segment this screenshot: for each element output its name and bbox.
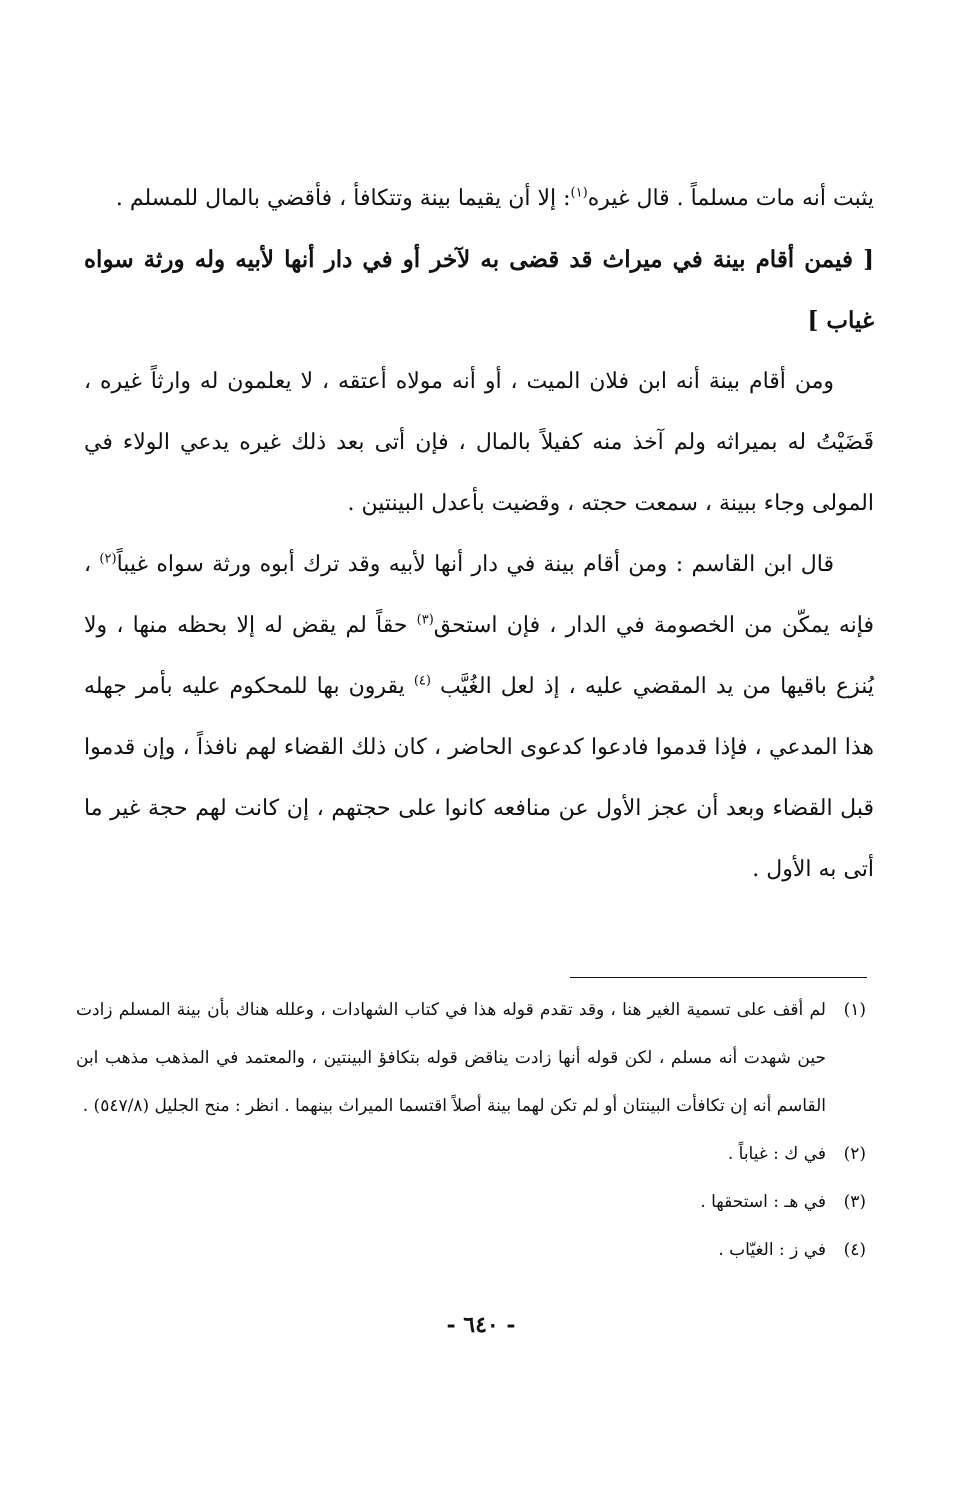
section-heading: [ فيمن أقام بينة في ميراث قد قضى به لآخر أو في دار أنها لأبيه وله ورثة سواه غياب ] [84,246,874,334]
paragraph-2: ومن أقام بينة أنه ابن فلان الميت ، أو أنه مولاه أعتقه ، لا يعلمون له وارثاً غيره ، قَضَيْتُ له بميراثه ولم آخذ منه كفيلاً بالمال ، فإن أتى بعد ذلك غيره يدعي الولاء في المولى وجاء ببينة ، سمعت حجته ، وقضيت بأعدل البينتين . [84,369,874,516]
footnote-number: (٣) [843,1192,866,1212]
footnote-text: في هـ : استحقها . [700,1192,826,1212]
footnote-ref-1: (١) [570,185,588,201]
paragraph-3-part-b: ، فإنه يمكّن من الخصومة في الدار ، فإن استحق [84,552,874,638]
paragraph-1 [84,168,874,229]
footnotes [76,986,866,1274]
footnote-2 [76,1130,866,1178]
paragraph-3-part-a: قال ابن القاسم : ومن أقام بينة في دار أنها لأبيه وقد ترك أبوه ورثة سواه غيباً [116,552,834,577]
footnote-3 [76,1178,866,1226]
page-number: - ٦٤٠ - [446,1312,516,1338]
footnote-text: في ز : الغيّاب . [718,1240,826,1260]
footnote-number: (٤) [843,1240,866,1260]
footnote-number: (١) [843,1000,866,1020]
main-text [84,168,874,900]
footnote-number: (٢) [843,1144,866,1164]
footnote-divider [570,977,867,978]
footnote-4 [76,1226,866,1274]
footnote-ref-2: (٢) [99,551,117,567]
footnote-ref-4: (٤) [413,673,431,689]
paragraph-3 [84,534,874,900]
paragraph-3-part-d: يقرون بها للمحكوم عليه بأمر جهله هذا المدعي ، فإذا قدموا فادعوا كدعوى الحاضر ، كان ذلك القضاء لهم نافذاً ، وإن قدموا قبل القضاء وبعد أن عجز الأول عن منافعه كانوا على حجتهم ، إن كانت لهم حجة غير ما أتى به الأول . [84,674,874,882]
paragraph-1-rest: : إلا أن يقيما بينة وتتكافأ ، فأقضي بالمال للمسلم . [115,186,571,211]
paragraph-1-text: يثبت أنه مات مسلماً . قال غيره [587,186,874,211]
footnote-ref-3: (٣) [416,612,434,628]
footnote-1 [76,986,866,1130]
paragraph-3-part-c: حقاً لم يقض له إلا بحظه منها ، ولا يُنزع باقيها من يد المقضي عليه ، إذ لعل الغُيَّب [84,613,874,699]
footnote-text: لم أقف على تسمية الغير هنا ، وقد تقدم قوله هذا في كتاب الشهادات ، وعلله هناك بأن بينة المسلم زادت حين شهدت أنه مسلم ، لكن قوله أنها زادت يناقض قوله بتكافؤ البينتين ، والمعتمد في المذهب مذهب ابن القاسم أنه إن تكافأت البينتان أو لم تكن لهما بينة أصلاً اقتسما الميراث بينهما . انظر : منح الجليل (٥٤٧/٨) . [76,1000,826,1116]
footnote-text: في ك : غياباً . [727,1144,826,1164]
